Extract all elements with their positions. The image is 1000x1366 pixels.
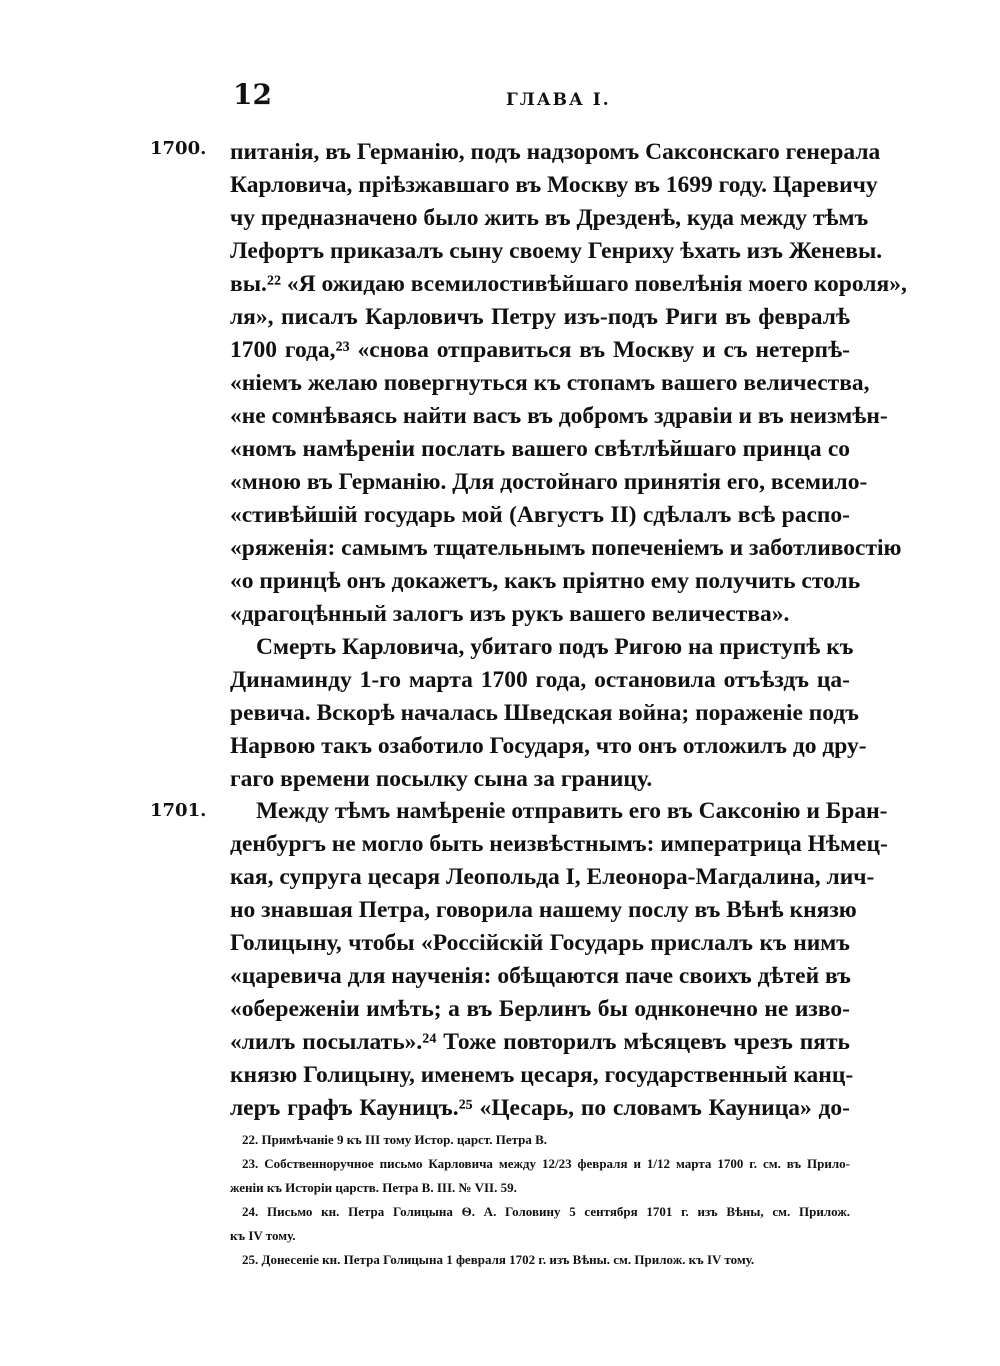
text-line: «о принцѣ онъ докажетъ, какъ пріятно ему получить столь [230,568,861,594]
text-line: 1700 года,²³ «снова отправиться въ Москву и съ нетерпѣ- [230,337,850,363]
paragraph-1 [230,136,907,631]
text-line: Смерть Карловича, убитаго подъ Ригою на приступѣ къ [256,634,854,660]
text-line: «номъ намѣреніи послать вашего свѣтлѣйшаго принца со [230,436,850,462]
text-line: «ряженія: самымъ тщательнымъ попеченіемъ и заботливостію [230,535,902,561]
text-line: Голицыну, чтобы «Россійскій Государь прислалъ къ нимъ [230,930,850,956]
footnote-25: 25. Донесеніе кн. Петра Голицына 1 февраля 1702 г. изъ Вѣны. см. Прилож. къ IV тому. [242,1252,755,1267]
text-line: но знавшая Петра, говорила нашему послу въ Вѣнѣ князю [230,897,857,923]
footnote-22: 22. Примѣчаніе 9 къ III тому Истор. царст. Петра В. [242,1132,548,1147]
text-line: леръ графъ Кауницъ.²⁵ «Цесарь, по словамъ Кауница» до- [230,1095,850,1121]
text-line: чу предназначено было жить въ Дрезденѣ, куда между тѣмъ [230,205,869,231]
footnote-24-cont: къ IV тому. [230,1228,296,1243]
text-line: гаго времени посылку сына за границу. [230,766,653,792]
text-line: Карловича, пріѣзжавшаго въ Москву въ 1699 году. Царевичу [230,172,878,198]
text-line: «мною въ Германію. Для достойнаго принятія его, всемило- [230,469,868,495]
margin-year-1701: 1701. [150,800,207,821]
text-line: вы.²² «Я ожидаю всемилостивѣйшаго повелѣнія моего короля», [230,271,907,297]
text-line: «ніемъ желаю повергнуться къ стопамъ вашего величества, [230,370,870,396]
page-number: 12 [233,78,272,111]
text-line: князю Голицыну, именемъ цесаря, государственный канц- [230,1062,854,1088]
text-line: «драгоцѣнный залогъ изъ рукъ вашего величества». [230,601,790,627]
text-line: «обереженіи имѣть; а въ Берлинъ бы однконечно не изво- [230,996,850,1022]
text-line: кая, супруга цесаря Леопольда I, Елеонора-Магдалина, лич- [230,864,875,890]
text-line: ля», писалъ Карловичъ Петру изъ-подъ Риги въ февралѣ [230,304,850,330]
text-line: питанія, въ Германію, подъ надзоромъ Саксонскаго генерала [230,139,881,165]
text-line: Лефортъ приказалъ сыну своему Генриху ѣхать изъ Женевы. [230,238,883,264]
footnote-24: 24. Письмо кн. Петра Голицына Ѳ. А. Головину 5 сентября 1701 г. изъ Вѣны, см. Прилож. [242,1204,850,1219]
footnote-23-cont: женіи къ Исторіи царств. Петра В. III. № VII. 59. [230,1180,517,1195]
text-line: Нарвою такъ озаботило Государя, что онъ отложилъ до дру- [230,733,867,759]
text-line: ревича. Вскорѣ началась Шведская война; пораженіе подъ [230,700,859,726]
text-line: денбургъ не могло быть неизвѣстнымъ: императрица Нѣмец- [230,831,888,857]
text-line: «царевича для наученія: обѣщаются паче своихъ дѣтей въ [230,963,851,989]
chapter-title: ГЛАВА I. [506,90,611,110]
paragraph-2 [230,631,867,796]
text-line: Между тѣмъ намѣреніе отправить его въ Саксонію и Бран- [256,798,888,824]
footnote-23: 23. Собственноручное письмо Карловича между 12/23 февраля и 1/12 марта 1700 г. см. въ Прило- [242,1156,850,1171]
margin-year-1700: 1700. [150,138,207,159]
paragraph-3 [230,795,888,1125]
text-line: Динаминду 1-го марта 1700 года, остановила отъѣздъ ца- [230,667,850,693]
text-line: «лилъ посылать».²⁴ Тоже повторилъ мѣсяцевъ чрезъ пять [230,1029,850,1055]
text-line: «не сомнѣваясь найти васъ въ добромъ здравіи и въ неизмѣн- [230,403,888,429]
footnotes [230,1128,850,1272]
text-line: «стивѣйшій государь мой (Августъ II) сдѣлалъ всѣ распо- [230,502,850,528]
